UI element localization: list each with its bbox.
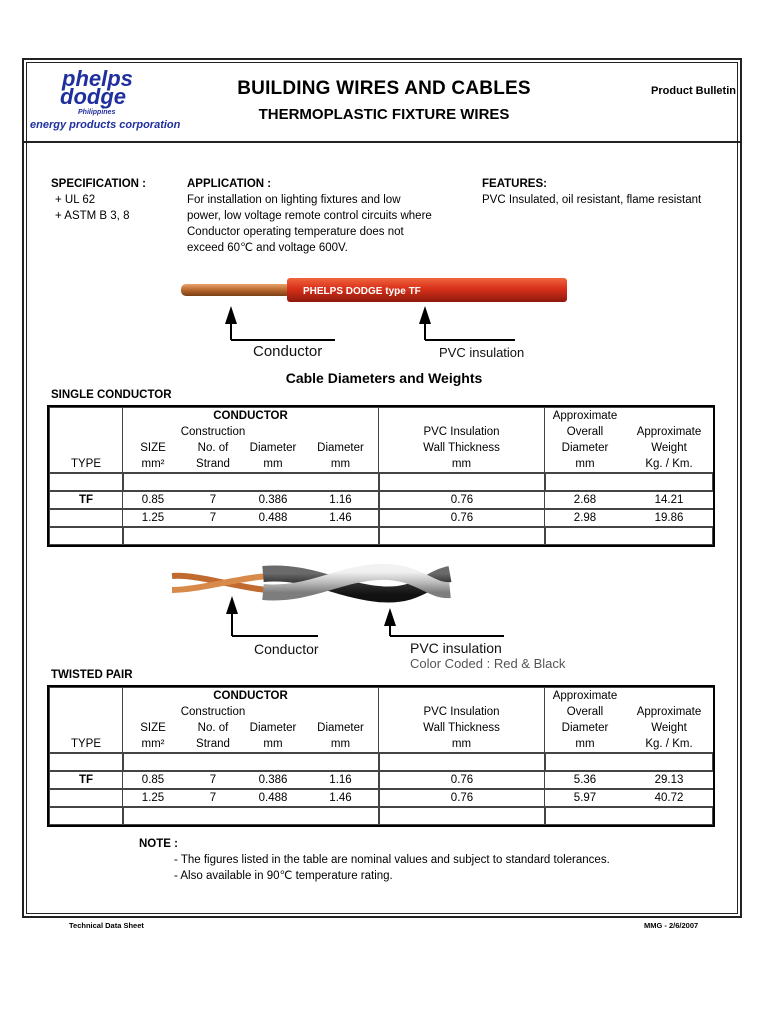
- cell-strand: 7: [183, 771, 243, 789]
- header-od2: Overall: [566, 426, 604, 438]
- cell-wall: 0.76: [379, 491, 545, 509]
- header-diam2: Diameter: [303, 440, 379, 456]
- cell-size: 0.85: [123, 491, 183, 509]
- cell-size: 1.25: [123, 509, 183, 527]
- header-diam-unit: mm: [243, 456, 303, 473]
- note-item: - The figures listed in the table are nominal values and subject to standard tolerances.: [174, 854, 610, 866]
- cell-type: [49, 509, 123, 527]
- header-od3: Diameter: [561, 722, 609, 734]
- cell-weight: 29.13: [625, 771, 713, 789]
- pvc-insulation-label: PVC insulation: [439, 345, 525, 360]
- logo-country: Philippines: [78, 109, 116, 116]
- header-wt1: Approximate: [636, 706, 702, 718]
- table-row: [49, 771, 713, 789]
- conductor-label: Conductor: [253, 343, 323, 360]
- twisted-pair-heading: TWISTED PAIR: [51, 669, 133, 681]
- cell-weight: 14.21: [625, 491, 713, 509]
- cell-od: 5.97: [545, 789, 625, 807]
- header-construction: Construction: [180, 706, 246, 718]
- single-conductor-heading: SINGLE CONDUCTOR: [51, 389, 172, 401]
- col-type-header: [49, 407, 123, 473]
- cell-cdiameter: 1.16: [303, 771, 379, 789]
- cell-type: [49, 789, 123, 807]
- pvc-insulation-label: PVC insulation: [410, 640, 502, 656]
- cell-cdiameter: 1.46: [303, 509, 379, 527]
- arrow-icon: [225, 306, 237, 324]
- header-od1: Approximate: [545, 687, 625, 704]
- cell-strand: 7: [183, 789, 243, 807]
- header-diam: Diameter: [249, 442, 297, 454]
- cell-size: 1.25: [123, 789, 183, 807]
- col-type-header: [49, 687, 123, 753]
- logo-line1: phelps: [62, 66, 133, 91]
- logo-line2: dodge: [60, 84, 126, 109]
- features-heading: FEATURES:: [482, 178, 547, 190]
- cell-od: 2.98: [545, 509, 625, 527]
- header-od1: Approximate: [545, 407, 625, 424]
- logo-tagline: energy products corporation: [30, 119, 180, 131]
- header-pvc1: PVC Insulation: [379, 424, 545, 440]
- cell-diameter: 0.488: [243, 789, 303, 807]
- header-wt2: Weight: [651, 442, 687, 454]
- header-pvc2: Wall Thickness: [379, 440, 545, 456]
- application-line: Conductor operating temperature does not: [187, 226, 404, 238]
- cell-wall: 0.76: [379, 789, 545, 807]
- application-line: power, low voltage remote control circuits where: [187, 210, 432, 222]
- twisted-pair-table: [47, 685, 715, 827]
- header-wt3: Kg. / Km.: [625, 456, 713, 473]
- header-conductor: CONDUCTOR: [123, 687, 379, 704]
- spacer-row: [49, 473, 713, 491]
- arrow-icon: [226, 596, 238, 614]
- cable-print: PHELPS DODGE type TF: [303, 286, 421, 297]
- table-row: [49, 509, 713, 527]
- arrow-icon: [419, 306, 431, 324]
- application-line: For installation on lighting fixtures and low: [187, 194, 401, 206]
- twisted-pair-cable-image: [168, 560, 588, 672]
- header-diam-unit: mm: [243, 736, 303, 753]
- cell-diameter: 0.488: [243, 509, 303, 527]
- application-heading: APPLICATION :: [187, 178, 272, 190]
- header-size: SIZE: [140, 442, 166, 454]
- header-pvc1: PVC Insulation: [379, 704, 545, 720]
- header-diam2: Diameter: [303, 720, 379, 736]
- cell-diameter: 0.386: [243, 491, 303, 509]
- spacer-row: [49, 807, 713, 825]
- cell-type: TF: [49, 771, 123, 789]
- arrow-icon: [384, 608, 396, 626]
- spec-item: + UL 62: [55, 194, 96, 206]
- cell-size: 0.85: [123, 771, 183, 789]
- header-wt2: Weight: [651, 722, 687, 734]
- header-size-unit: mm²: [123, 736, 183, 753]
- header-strand: No. of: [197, 722, 229, 734]
- conductor-label: Conductor: [254, 641, 319, 657]
- header-pvc3: mm: [379, 456, 545, 473]
- product-bulletin-label: Product Bulletin: [651, 85, 736, 97]
- cell-weight: 40.72: [625, 789, 713, 807]
- cell-weight: 19.86: [625, 509, 713, 527]
- spacer-row: [49, 753, 713, 771]
- note-heading: NOTE :: [139, 838, 178, 850]
- spacer-row: [49, 527, 713, 545]
- header-strand2: Strand: [183, 456, 243, 473]
- spec-item: + ASTM B 3, 8: [55, 210, 130, 222]
- cell-strand: 7: [183, 509, 243, 527]
- copper-conductor: [181, 284, 291, 296]
- header-pvc3: mm: [379, 736, 545, 753]
- cell-wall: 0.76: [379, 771, 545, 789]
- cell-diameter: 0.386: [243, 771, 303, 789]
- table-row: [49, 789, 713, 807]
- color-coded-note: Color Coded : Red & Black: [410, 656, 566, 671]
- header-size: SIZE: [140, 722, 166, 734]
- header-type: TYPE: [70, 458, 102, 470]
- cell-type: TF: [49, 491, 123, 509]
- header-conductor: CONDUCTOR: [123, 407, 379, 424]
- application-line: exceed 60℃ and voltage 600V.: [187, 242, 348, 254]
- header-od4: mm: [545, 456, 625, 473]
- header-strand: No. of: [197, 442, 229, 454]
- footer-left: Technical Data Sheet: [69, 921, 144, 930]
- cell-od: 2.68: [545, 491, 625, 509]
- header-pvc2: Wall Thickness: [379, 720, 545, 736]
- footer-right: MMG - 2/6/2007: [644, 921, 699, 930]
- features-text: PVC Insulated, oil resistant, flame resistant: [482, 194, 702, 206]
- single-conductor-table: [47, 405, 715, 547]
- page-subtitle: THERMOPLASTIC FIXTURE WIRES: [258, 106, 510, 123]
- header-wt3: Kg. / Km.: [625, 736, 713, 753]
- cell-strand: 7: [183, 491, 243, 509]
- table-row: [49, 491, 713, 509]
- single-conductor-cable-image: [175, 270, 575, 365]
- header-wt1: Approximate: [636, 426, 702, 438]
- specification-heading: SPECIFICATION :: [51, 178, 146, 190]
- header-od4: mm: [545, 736, 625, 753]
- header-od3: Diameter: [561, 442, 609, 454]
- table-caption: Cable Diameters and Weights: [285, 370, 483, 386]
- header-divider: [22, 141, 742, 143]
- header-od2: Overall: [566, 706, 604, 718]
- note-item: - Also available in 90℃ temperature rating.: [174, 870, 393, 882]
- header-type: TYPE: [70, 738, 102, 750]
- header-diam: Diameter: [249, 722, 297, 734]
- cell-wall: 0.76: [379, 509, 545, 527]
- cell-cdiameter: 1.16: [303, 491, 379, 509]
- cell-cdiameter: 1.46: [303, 789, 379, 807]
- cell-od: 5.36: [545, 771, 625, 789]
- page-title: BUILDING WIRES AND CABLES: [237, 78, 531, 99]
- header-diam2-unit: mm: [303, 736, 379, 753]
- header-size-unit: mm²: [123, 456, 183, 473]
- header-diam2-unit: mm: [303, 456, 379, 473]
- header-construction: Construction: [180, 426, 246, 438]
- header-strand2: Strand: [183, 736, 243, 753]
